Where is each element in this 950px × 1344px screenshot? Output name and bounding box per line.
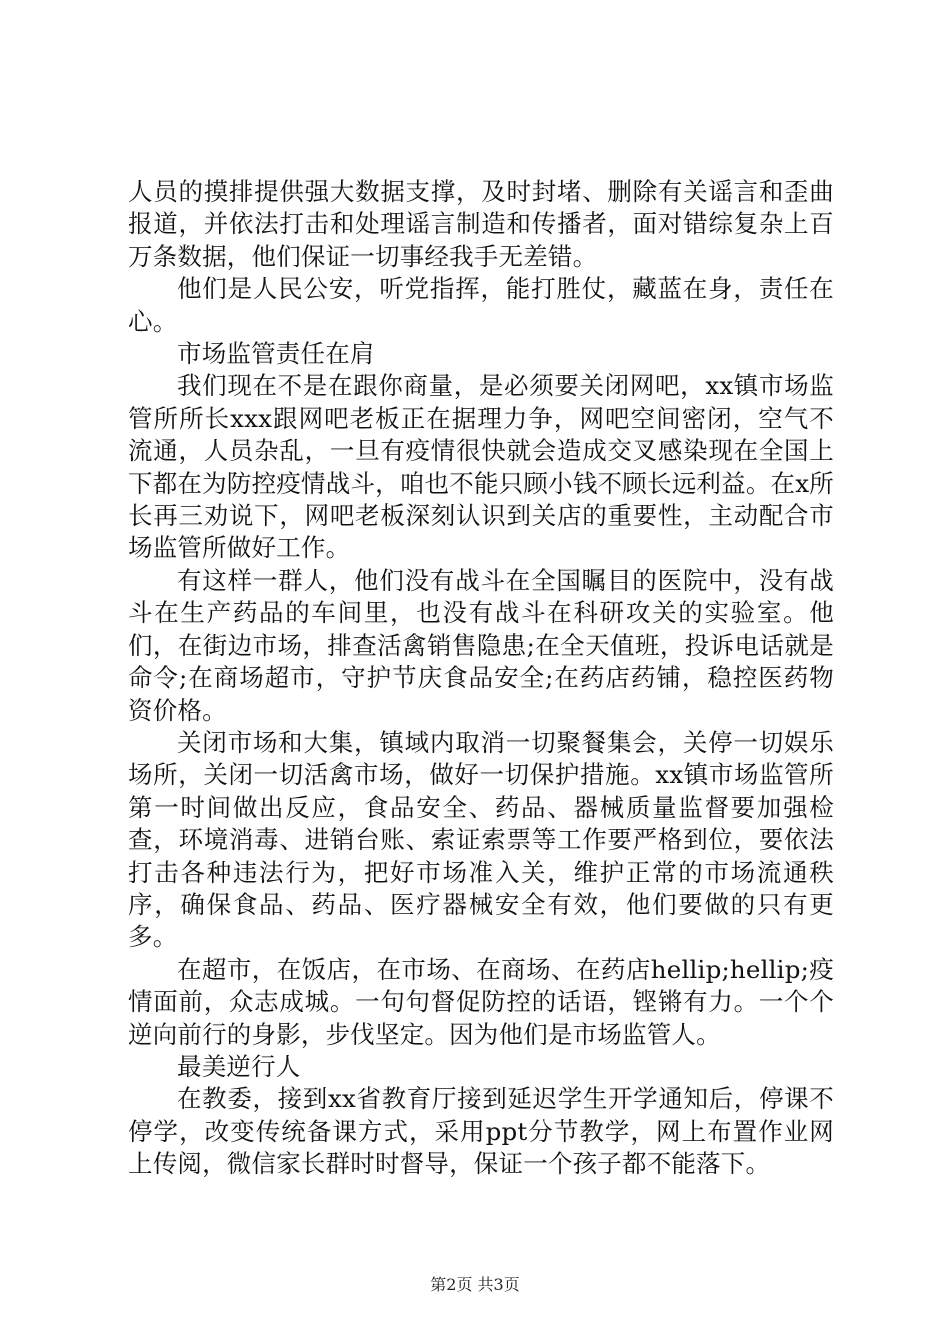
paragraph-internet-cafe: 我们现在不是在跟你商量，是必须要关闭网吧，xx镇市场监管所所长xxx跟网吧老板正在据理力争，网吧空间密闭，空气不流通，人员杂乱，一旦有疫情很快就会造成交叉感染现在全国上下都在为防控疫情战斗，咱也不能只顾小钱不顾长远利益。在x所长再三劝说下，网吧老板深刻认识到关店的重要性，主动配合市场监管所做好工作。 [128, 371, 834, 563]
section-heading-market: 市场监管责任在肩 [177, 339, 375, 369]
paragraph-education: 在教委，接到xx省教育厅接到延迟学生开学通知后，停课不停学，改变传统备课方式，采用ppt分节教学，网上布置作业网上传阅，微信家长群时时督导，保证一个孩子都不能落下。 [128, 1084, 834, 1179]
paragraph-close-markets: 关闭市场和大集，镇域内取消一切聚餐集会，关停一切娱乐场所，关闭一切活禽市场，做好一切保护措施。xx镇市场监管所第一时间做出反应，食品安全、药品、器械质量监督要加强检查，环境消毒、进销台账、索证索票等工作要严格到位，要依法打击各种违法行为，把好市场准入关，维护正常的市场流通秩序，确保食品、药品、医疗器械安全有效，他们要做的只有更多。 [128, 727, 834, 952]
page-footer: 第2页 共3页 [430, 1275, 520, 1294]
document-body [128, 176, 834, 1181]
section-heading-retrograde: 最美逆行人 [177, 1051, 301, 1081]
paragraph-police: 他们是人民公安，听党指挥，能打胜仗，藏蓝在身，责任在心。 [128, 274, 834, 336]
paragraph-group-of-people: 有这样一群人，他们没有战斗在全国瞩目的医院中，没有战斗在生产药品的车间里，也没有战斗在科研攻关的实验室。他们，在街边市场，排查活禽销售隐患;在全天值班，投诉电话就是命令;在商场超市，守护节庆食品安全;在药店药铺，稳控医药物资价格。 [128, 565, 834, 725]
paragraph-supermarket: 在超市，在饭店，在市场、在商场、在药店hellip;hellip;疫情面前，众志成城。一句句督促防控的话语，铿锵有力。一个个逆向前行的身影，步伐坚定。因为他们是市场监管人。 [128, 954, 834, 1049]
paragraph-continued: 人员的摸排提供强大数据支撑，及时封堵、删除有关谣言和歪曲报道，并依法打击和处理谣言制造和传播者，面对错综复杂上百万条数据，他们保证一切事经我手无差错。 [128, 177, 834, 271]
